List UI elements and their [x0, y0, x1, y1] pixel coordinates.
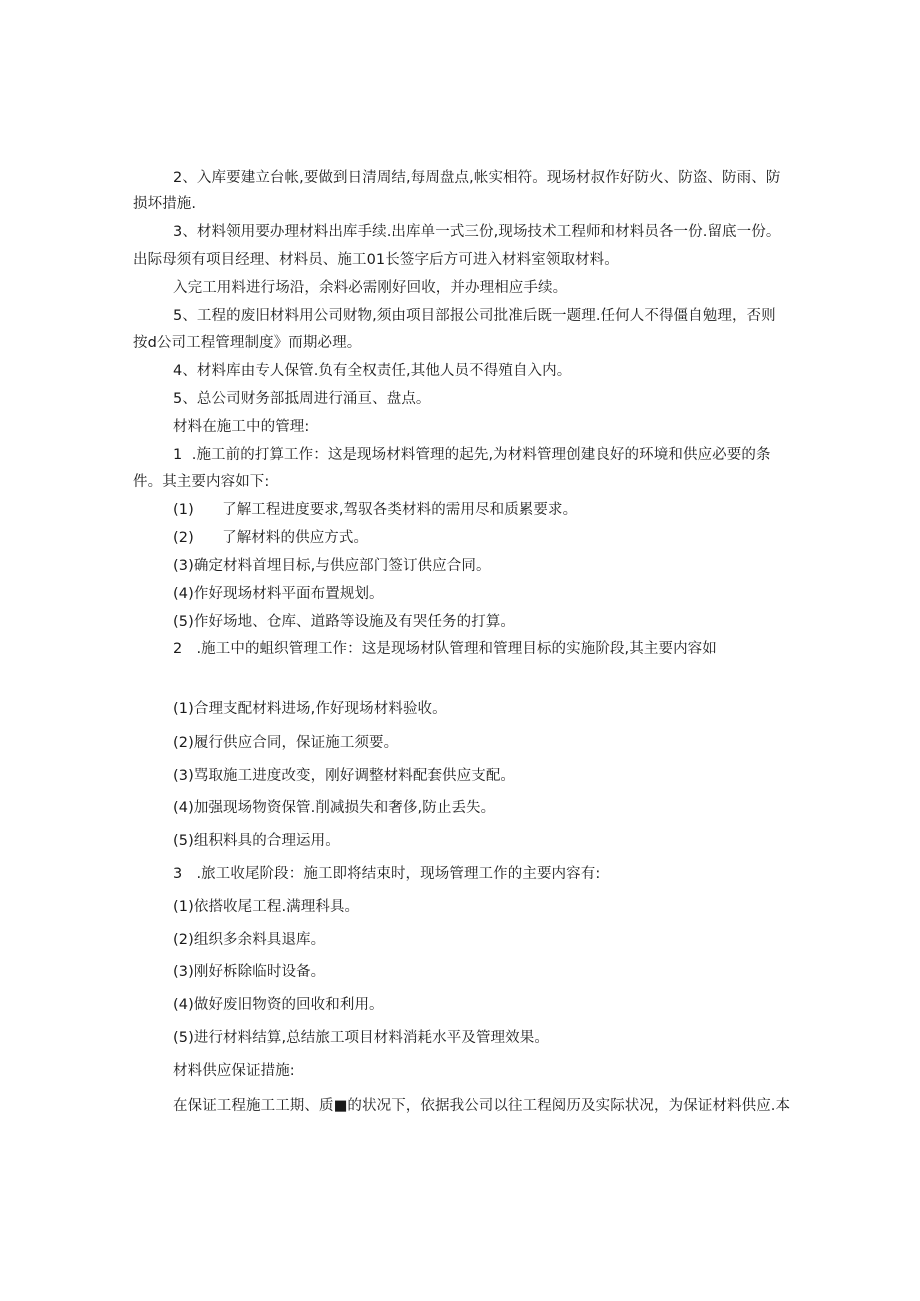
list-item: (3)骂取施工进度改变，刚好调整材料配套供应支配。	[173, 768, 516, 784]
paragraph-line: 损坏措施.	[133, 196, 197, 212]
list-item: (5)组积料具的合理运用。	[173, 833, 340, 849]
list-item: (2)履行供应合同，保证施工须要。	[173, 735, 399, 751]
list-item: (4)做好废旧物资的回收和利用。	[173, 997, 384, 1013]
list-item: (2) 了解材料的供应方式。	[173, 530, 369, 546]
paragraph-line: 入完工用料进行场沿，余料必需刚好回收，并办理相应手续。	[173, 280, 568, 296]
list-item: (1)依搭收尾工程.满理科具。	[173, 899, 360, 915]
section-heading: 材料供应保证措施:	[173, 1063, 295, 1079]
paragraph-line: 件。其主要内容如下:	[133, 474, 270, 490]
paragraph-line: 1 .施工前的打算工作：这是现场材料管理的起先,为材料管理创建良好的环境和供应必要的条	[173, 447, 771, 463]
list-item: (4)加强现场物资保管.削减损失和奢侈,防止丢失。	[173, 800, 496, 816]
paragraph-line: 5、工程的废旧材料用公司财物,须由项目部报公司批准后既一题理.任何人不得僵自勉理，否则	[173, 308, 776, 324]
paragraph-line: 出际母须有项目经理、材料员、施工01长签字后方可进入材料室领取材料。	[133, 252, 619, 268]
list-item: (1)合理支配材料进场,作好现场材料验收。	[173, 701, 447, 717]
list-item: (3)确定材料首埋目标,与供应部门签订供应合同。	[173, 558, 491, 574]
paragraph-line: 在保证工程施工工期、质■的状况下，依据我公司以往工程阅历及实际状况，为保证材料供应.本	[173, 1098, 791, 1114]
paragraph-line: 4、材料库由专人保管.负有全权责任,其他人员不得殖自入内。	[173, 363, 572, 379]
paragraph-line: 5、总公司财务部抵周进行涌亘、盘点。	[173, 391, 431, 407]
list-item: (4)作好现场材料平面布置规划。	[173, 586, 384, 602]
section-heading: 材料在施工中的管理:	[173, 419, 310, 435]
list-item: (2)组织多余料具退库。	[173, 932, 326, 948]
list-item: (5)作好场地、仓库、道路等设施及有哭任务的打算。	[173, 614, 516, 630]
paragraph-line: 按d公司工程管理制度》而期必理。	[133, 335, 362, 351]
paragraph-line: 2 .施工中的蛆织管理工作：这是现场材队管理和管理目标的实施阶段,其主要内容如	[173, 641, 717, 657]
list-item: (3)刚好柝除临时设备。	[173, 964, 326, 980]
paragraph-line: 3、材料领用要办理材料出库手续.出库单一式三份,现场技术工程师和材料员各一份.留底一份。	[173, 224, 781, 240]
paragraph-line: 3 .旅工收尾阶段：施工即将结束时，现场管理工作的主要内容有:	[173, 866, 601, 882]
list-item: (5)进行材料结算,总结旅工项目材料消耗水平及管理效果。	[173, 1030, 549, 1046]
paragraph-line: 2、入库要建立台帐,要做到日清周结,每周盘点,帐实相符。现场材叔作好防火、防盗、防雨、防	[173, 170, 781, 186]
list-item: (1) 了解工程进度要求,驾驭各类材料的需用尽和质累要求。	[173, 502, 578, 518]
